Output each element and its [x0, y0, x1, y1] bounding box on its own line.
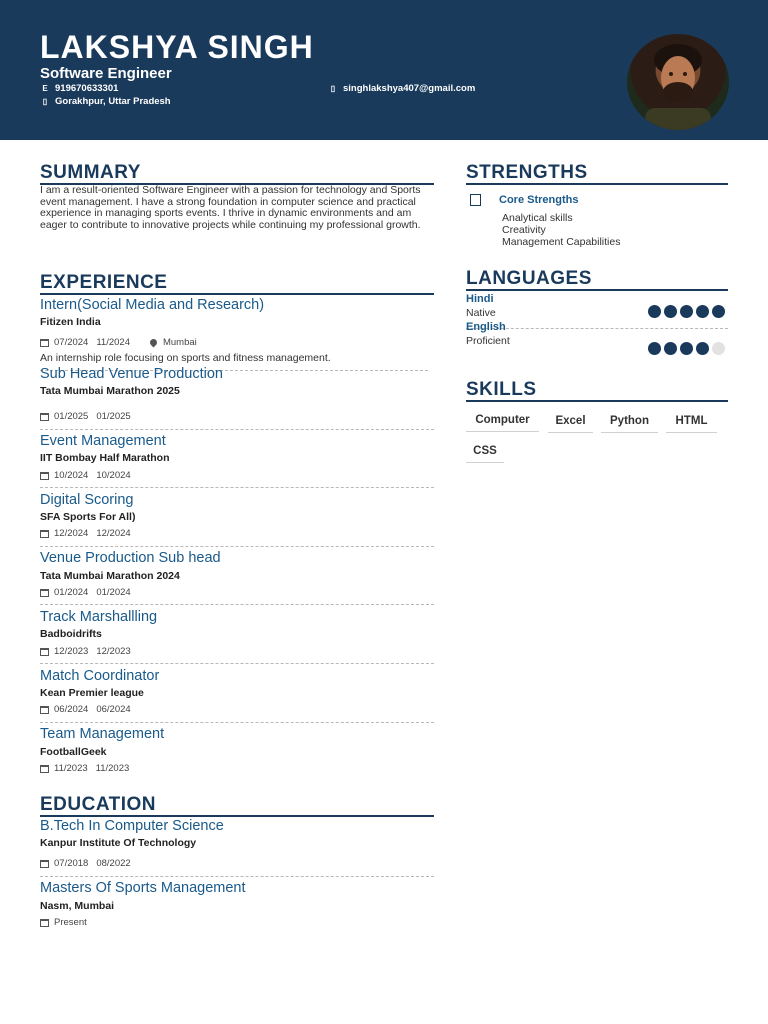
divider — [40, 546, 434, 547]
divider — [40, 722, 434, 723]
job-company: Badboidrifts — [40, 628, 102, 640]
strengths-title: STRENGTHS — [466, 162, 588, 183]
strength-item: Analytical skills — [502, 212, 573, 224]
job-company: Tata Mumbai Marathon 2025 — [40, 385, 180, 397]
location-pin-icon — [149, 338, 159, 348]
job-end: 12/2024 — [96, 528, 131, 539]
education-dates — [40, 917, 87, 928]
job-company: SFA Sports For All) — [40, 511, 136, 523]
profile-photo — [627, 34, 729, 130]
divider — [40, 876, 434, 877]
rating-dot-filled — [648, 342, 661, 355]
job-company: Kean Premier league — [40, 687, 144, 699]
job-dates — [40, 704, 131, 715]
job-start: 10/2024 — [54, 470, 89, 481]
calendar-icon — [40, 589, 49, 597]
skill-tag: Excel — [548, 414, 593, 433]
divider — [40, 429, 434, 430]
job-dates — [40, 528, 131, 539]
job-title: Digital Scoring — [40, 492, 134, 508]
job-start: 01/2025 — [54, 411, 89, 422]
location-contact — [40, 96, 171, 108]
job-start: 01/2024 — [54, 587, 89, 598]
job-end: 12/2023 — [96, 646, 131, 657]
rating-dot-filled — [680, 305, 693, 318]
job-start: 11/2023 — [54, 763, 88, 774]
language-name: Hindi — [466, 293, 494, 305]
job-dates — [40, 587, 131, 598]
job-start: 06/2024 — [54, 704, 89, 715]
calendar-icon — [40, 472, 49, 480]
languages-rule — [466, 289, 728, 291]
email-contact — [328, 83, 475, 95]
language-level: Native — [466, 307, 496, 319]
summary-text: I am a result-oriented Software Engineer with a passion for technology and Sports event management. I have a strong foundation in computer science and practical experience in managing sports events. I thrive in dynamic environments and am eager to contribute to innovative projects while continuing my professional growth. — [40, 184, 421, 231]
education-title: EDUCATION — [40, 794, 157, 815]
job-company: Fitizen India — [40, 316, 101, 328]
language-name: English — [466, 321, 506, 333]
rating-dot-filled — [648, 305, 661, 318]
education-degree: Masters Of Sports Management — [40, 880, 246, 896]
strength-heading: Core Strengths — [499, 194, 579, 206]
resume-header — [0, 0, 768, 140]
job-end: 06/2024 — [96, 704, 131, 715]
email-address[interactable]: singhlakshya407@gmail.com — [343, 83, 476, 94]
candidate-role: Software Engineer — [40, 65, 172, 82]
job-end: 11/2024 — [96, 337, 130, 348]
job-title: Match Coordinator — [40, 668, 160, 684]
calendar-icon — [40, 860, 49, 868]
calendar-icon — [40, 648, 49, 656]
job-dates — [40, 763, 129, 774]
calendar-icon — [40, 765, 49, 773]
rating-dot-empty — [712, 342, 725, 355]
job-end: 10/2024 — [96, 470, 131, 481]
job-company: FootballGeek — [40, 746, 107, 758]
calendar-icon — [40, 413, 49, 421]
skill-tag: HTML — [666, 414, 717, 433]
strength-item: Creativity — [502, 224, 546, 236]
calendar-icon — [40, 919, 49, 927]
education-school: Nasm, Mumbai — [40, 900, 115, 912]
rating-dot-filled — [696, 305, 709, 318]
calendar-icon — [40, 706, 49, 714]
job-title: Event Management — [40, 433, 166, 449]
divider — [40, 604, 434, 605]
job-title: Intern(Social Media and Research) — [40, 297, 265, 313]
language-rating — [648, 342, 725, 355]
job-company: IIT Bombay Half Marathon — [40, 452, 170, 464]
calendar-icon — [40, 530, 49, 538]
job-company: Tata Mumbai Marathon 2024 — [40, 570, 180, 582]
rating-dot-filled — [664, 305, 677, 318]
skills-rule — [466, 400, 728, 402]
phone-icon: E — [42, 84, 48, 93]
education-dates — [40, 858, 131, 869]
job-dates — [40, 411, 131, 422]
strengths-rule — [466, 183, 728, 185]
job-title: Track Marshallling — [40, 609, 158, 625]
job-location: Mumbai — [162, 337, 197, 348]
job-start: 12/2024 — [54, 528, 89, 539]
location-icon: ▯ — [42, 97, 48, 106]
experience-title: EXPERIENCE — [40, 272, 168, 293]
location-text: Gorakhpur, Uttar Pradesh — [55, 96, 171, 107]
calendar-icon — [40, 339, 49, 347]
education-start: 07/2018 — [54, 858, 89, 869]
summary-title: SUMMARY — [40, 162, 141, 183]
job-title: Sub Head Venue Production — [40, 366, 223, 382]
job-dates — [40, 470, 131, 481]
job-title: Venue Production Sub head — [40, 550, 221, 566]
job-start: 07/2024 — [54, 337, 89, 348]
education-end: 08/2022 — [96, 858, 131, 869]
education-rule — [40, 815, 434, 817]
rating-dot-filled — [712, 305, 725, 318]
languages-title: LANGUAGES — [466, 268, 592, 289]
strength-item: Management Capabilities — [502, 236, 621, 248]
rating-dot-filled — [664, 342, 677, 355]
education-school: Kanpur Institute Of Technology — [40, 837, 197, 849]
job-dates — [40, 646, 131, 657]
skill-tag: CSS — [466, 444, 504, 463]
language-level: Proficient — [466, 335, 510, 347]
phone-contact — [40, 83, 118, 95]
skills-title: SKILLS — [466, 379, 537, 400]
education-degree: B.Tech In Computer Science — [40, 818, 224, 834]
job-end: 01/2024 — [96, 587, 131, 598]
job-dates — [40, 337, 197, 348]
experience-rule — [40, 293, 434, 295]
language-rating — [648, 305, 725, 318]
rating-dot-filled — [696, 342, 709, 355]
job-start: 12/2023 — [54, 646, 89, 657]
candidate-name: LAKSHYA SINGH — [40, 29, 314, 65]
strength-checkbox-icon — [470, 194, 481, 206]
skill-tag: Python — [601, 414, 658, 433]
divider — [40, 663, 434, 664]
skill-tag: Computer — [466, 413, 539, 432]
job-end: 11/2023 — [95, 763, 130, 774]
job-title: Team Management — [40, 726, 165, 742]
job-end: 01/2025 — [96, 411, 131, 422]
phone-number[interactable]: 919670633301 — [55, 83, 119, 94]
email-icon: ▯ — [330, 84, 336, 93]
rating-dot-filled — [680, 342, 693, 355]
divider — [40, 487, 434, 488]
education-period: Present — [54, 917, 87, 928]
job-description: An internship role focusing on sports and fitness management. — [40, 352, 331, 364]
